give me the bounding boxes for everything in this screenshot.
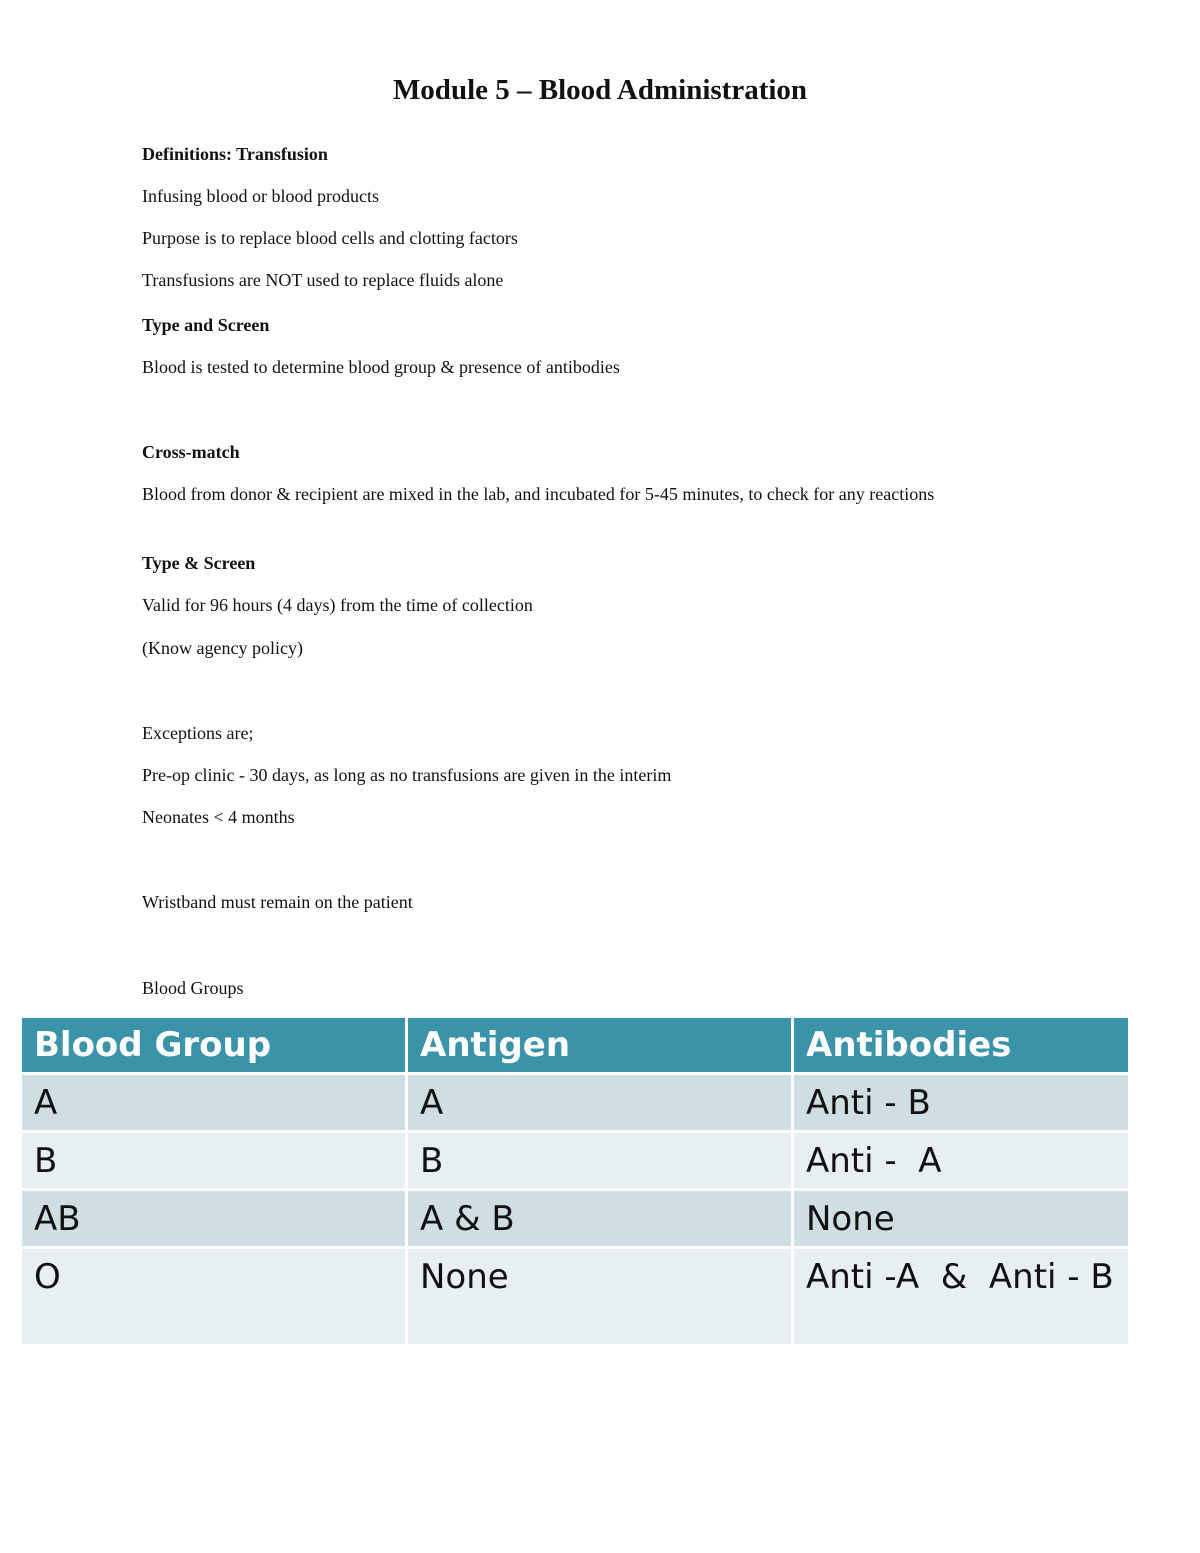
cell-blood-group: A (22, 1075, 405, 1130)
text-line: Purpose is to replace blood cells and clotting factors (142, 228, 518, 248)
page-title: Module 5 – Blood Administration (392, 74, 808, 106)
header-antigen: Antigen (408, 1018, 791, 1072)
cell-antigen: B (408, 1133, 791, 1188)
text-line: Transfusions are NOT used to replace fluids alone (142, 270, 504, 290)
cell-blood-group: AB (22, 1191, 405, 1246)
text-line: (Know agency policy) (142, 638, 303, 658)
table-row (22, 1249, 1128, 1344)
blood-group-table (19, 1015, 1131, 1347)
table-row (22, 1191, 1128, 1246)
header-antibodies: Antibodies (794, 1018, 1128, 1072)
cell-antigen: None (408, 1249, 791, 1344)
header-blood-group: Blood Group (22, 1018, 405, 1072)
table-row (22, 1133, 1128, 1188)
cell-antibodies: Anti -A & Anti - B (794, 1249, 1128, 1344)
type-and-screen-heading: Type and Screen (142, 315, 270, 335)
cell-antibodies: None (794, 1191, 1128, 1246)
table-header-row (22, 1018, 1128, 1072)
type-screen-heading: Type & Screen (142, 553, 256, 573)
text-line: Blood from donor & recipient are mixed in the lab, and incubated for 5-45 minutes, to check for any reactions (142, 484, 935, 504)
table-row (22, 1075, 1128, 1130)
definitions-heading: Definitions: Transfusion (142, 144, 328, 164)
cell-antibodies: Anti - A (794, 1133, 1128, 1188)
text-line: Neonates < 4 months (142, 807, 295, 827)
cell-antibodies: Anti - B (794, 1075, 1128, 1130)
text-line: Blood is tested to determine blood group & presence of antibodies (142, 357, 620, 377)
text-line: Pre-op clinic - 30 days, as long as no transfusions are given in the interim (142, 765, 672, 785)
cell-antigen: A (408, 1075, 791, 1130)
text-line: Wristband must remain on the patient (142, 892, 413, 912)
cell-antigen: A & B (408, 1191, 791, 1246)
cross-match-heading: Cross-match (142, 442, 240, 462)
cell-blood-group: B (22, 1133, 405, 1188)
text-line: Infusing blood or blood products (142, 186, 379, 206)
blood-groups-caption: Blood Groups (142, 978, 244, 998)
text-line: Valid for 96 hours (4 days) from the time of collection (142, 595, 533, 615)
cell-blood-group: O (22, 1249, 405, 1344)
text-line: Exceptions are; (142, 723, 254, 743)
